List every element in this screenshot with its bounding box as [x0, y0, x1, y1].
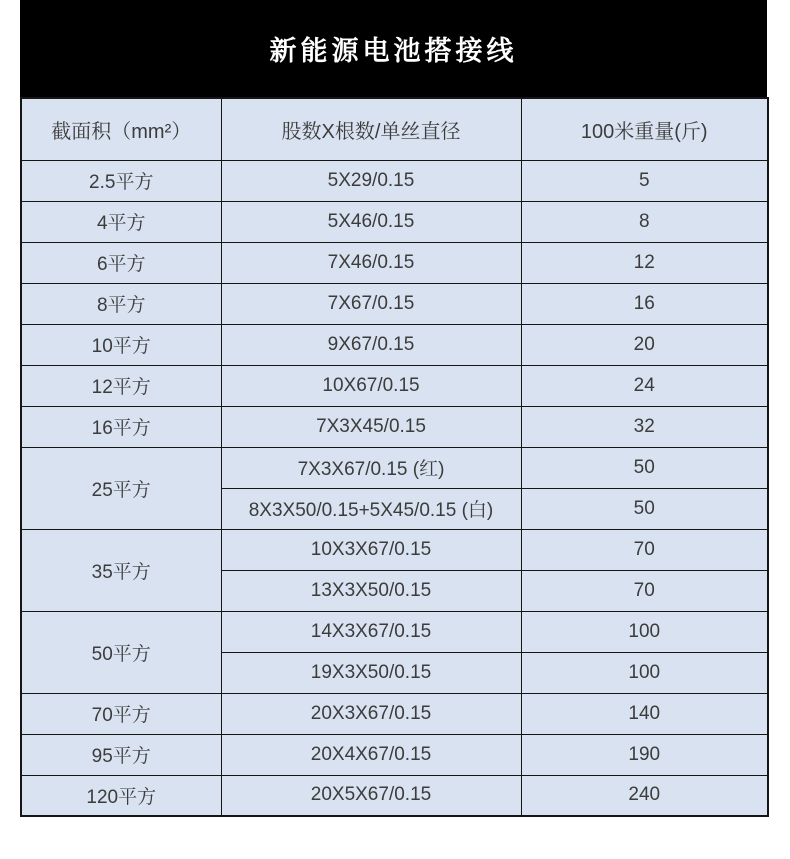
spec-cell: 20X3X67/0.15	[221, 693, 521, 734]
spec-cell: 10X3X67/0.15	[221, 529, 521, 570]
table-row	[21, 529, 768, 570]
table-row	[21, 447, 768, 488]
weight-cell: 8	[521, 201, 768, 242]
spec-cell: 7X3X45/0.15	[221, 406, 521, 447]
table-row	[21, 693, 768, 734]
weight-cell: 50	[521, 447, 768, 488]
table-row	[21, 611, 768, 652]
weight-cell: 16	[521, 283, 768, 324]
area-cell: 25平方	[21, 447, 221, 529]
table-row	[21, 242, 768, 283]
spec-cell: 7X67/0.15	[221, 283, 521, 324]
table-row	[21, 324, 768, 365]
header-cross-section: 截面积（mm²）	[21, 98, 221, 160]
weight-cell: 12	[521, 242, 768, 283]
spec-cell: 13X3X50/0.15	[221, 570, 521, 611]
area-cell: 16平方	[21, 406, 221, 447]
header-weight: 100米重量(斤)	[521, 98, 768, 160]
weight-cell: 240	[521, 775, 768, 816]
table-row	[21, 365, 768, 406]
weight-cell: 50	[521, 488, 768, 529]
area-cell: 2.5平方	[21, 160, 221, 201]
area-cell: 95平方	[21, 734, 221, 775]
weight-cell: 100	[521, 652, 768, 693]
spec-cell: 14X3X67/0.15	[221, 611, 521, 652]
table-row	[21, 775, 768, 816]
table-row	[21, 283, 768, 324]
weight-cell: 140	[521, 693, 768, 734]
weight-cell: 70	[521, 570, 768, 611]
spec-cell: 5X46/0.15	[221, 201, 521, 242]
table-row	[21, 160, 768, 201]
table-row	[21, 734, 768, 775]
spec-cell: 7X3X67/0.15 (红)	[221, 447, 521, 488]
area-cell: 4平方	[21, 201, 221, 242]
table-body	[21, 160, 768, 816]
table-row	[21, 201, 768, 242]
page-title: 新能源电池搭接线	[269, 36, 518, 66]
area-cell: 10平方	[21, 324, 221, 365]
area-cell: 50平方	[21, 611, 221, 693]
area-cell: 6平方	[21, 242, 221, 283]
area-cell: 8平方	[21, 283, 221, 324]
weight-cell: 32	[521, 406, 768, 447]
weight-cell: 70	[521, 529, 768, 570]
area-cell: 12平方	[21, 365, 221, 406]
page-content	[20, 0, 767, 817]
area-cell: 70平方	[21, 693, 221, 734]
table-header-row	[21, 98, 768, 160]
spec-cell: 8X3X50/0.15+5X45/0.15 (白)	[221, 488, 521, 529]
area-cell: 120平方	[21, 775, 221, 816]
spec-table	[20, 97, 769, 817]
weight-cell: 20	[521, 324, 768, 365]
weight-cell: 190	[521, 734, 768, 775]
spec-cell: 20X4X67/0.15	[221, 734, 521, 775]
weight-cell: 5	[521, 160, 768, 201]
weight-cell: 24	[521, 365, 768, 406]
area-cell: 35平方	[21, 529, 221, 611]
spec-cell: 19X3X50/0.15	[221, 652, 521, 693]
spec-cell: 20X5X67/0.15	[221, 775, 521, 816]
spec-cell: 9X67/0.15	[221, 324, 521, 365]
spec-cell: 5X29/0.15	[221, 160, 521, 201]
table-row	[21, 406, 768, 447]
title-banner	[20, 0, 767, 97]
spec-cell: 10X67/0.15	[221, 365, 521, 406]
header-strand-spec: 股数X根数/单丝直径	[221, 98, 521, 160]
spec-cell: 7X46/0.15	[221, 242, 521, 283]
weight-cell: 100	[521, 611, 768, 652]
